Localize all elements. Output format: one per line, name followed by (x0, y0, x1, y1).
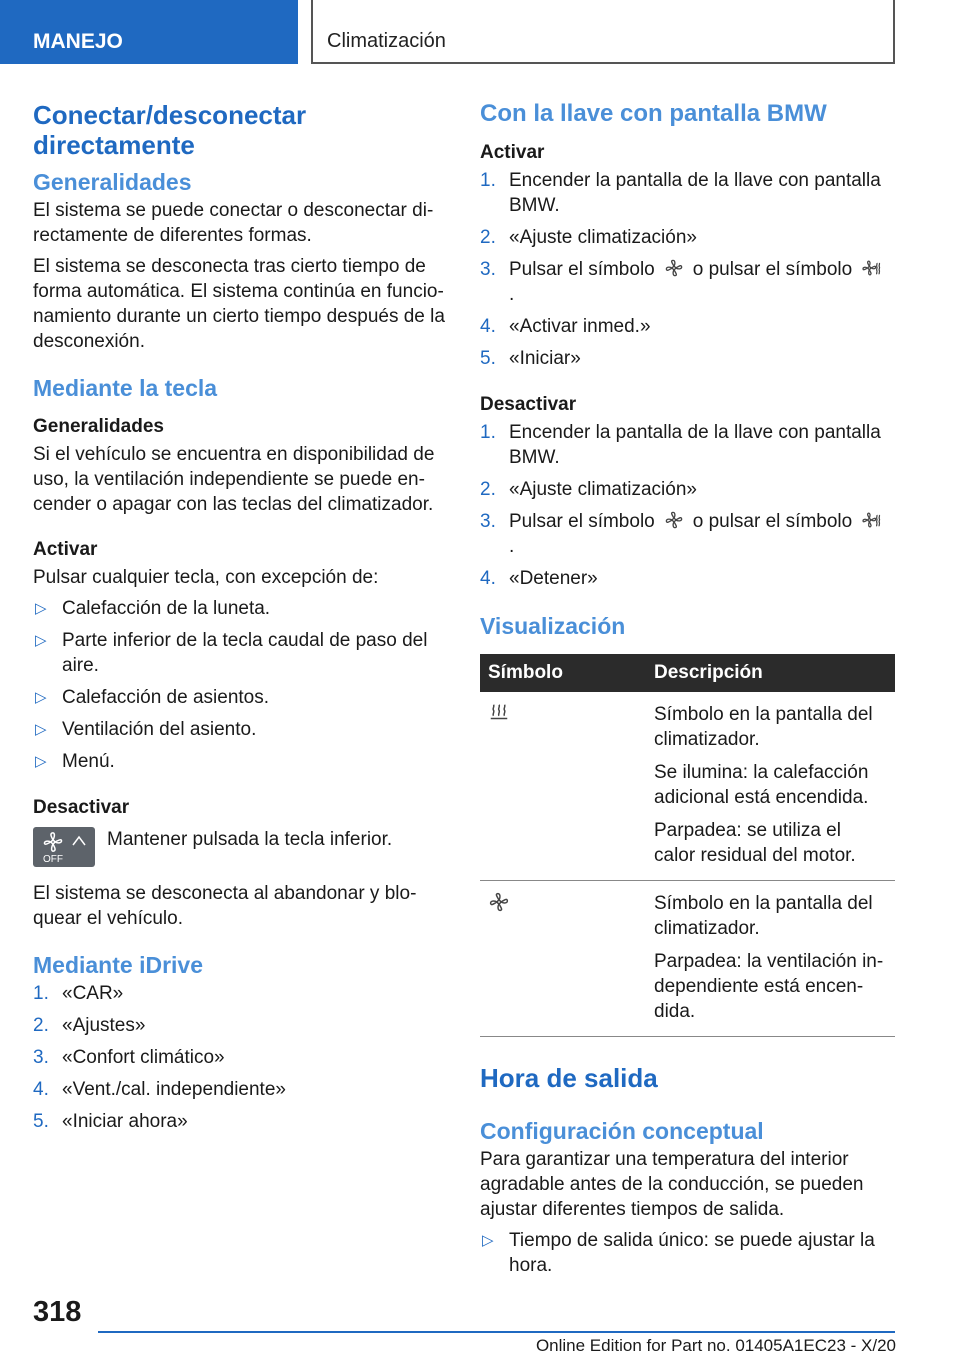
heading-mediante-tecla: Mediante la tecla (33, 375, 218, 401)
subheading-desactivar: Desactivar (33, 797, 130, 818)
heading-visualizacion: Visualización (480, 613, 626, 639)
triangle-bullet-icon: ▷ (35, 689, 47, 706)
triangle-bullet-icon: ▷ (35, 600, 47, 617)
step-item: 3. Pulsar el símbolo o pulsar el símbolo. (480, 509, 895, 559)
section-title-departure: Hora de salida (480, 1063, 658, 1093)
step-item: 1. «CAR» (33, 983, 124, 1004)
subheading-generalidades: Generalidades (33, 416, 164, 437)
idrive-steps (33, 981, 448, 1134)
paragraph: Para garantizar una temperatura del interior agradable antes de la conducción, se pueden ajustar diferentes tiempos de salida. (480, 1149, 864, 1220)
triangle-bullet-icon: ▷ (35, 632, 47, 649)
list-item: ▷ Parte inferior de la tecla caudal de paso del aire. (35, 630, 428, 676)
step-item: 4. «Activar inmed.» (480, 316, 651, 337)
step-item: 1. Encender la pantalla de la llave con pantalla BMW. (480, 170, 881, 216)
step-item: 4. «Vent./cal. independiente» (33, 1079, 286, 1100)
off-key-row (33, 827, 448, 871)
fan-icon (663, 258, 685, 278)
table-row: Símbolo en la pantalla del climatizador. Parpadea: la ventilación independiente está encendida. (480, 881, 895, 1037)
col-header-symbol: Símbolo (480, 654, 646, 692)
fan-heat-icon (860, 510, 882, 530)
paragraph: El sistema se desconecta tras cierto tiempo de forma automática. El sistema continúa en funcionamiento durante un cierto tiempo después de la desconexión. (33, 256, 445, 352)
table-row: Símbolo en la pantalla del climatizador. Se ilumina: la calefacción adicional está encendida. Parpadea: se utiliza el calor residual del motor. (480, 692, 895, 881)
fan-icon (663, 510, 685, 530)
departure-list (480, 1228, 895, 1278)
exception-list (33, 596, 448, 774)
symbol-table (480, 654, 895, 1037)
list-item: ▷ Calefacción de asientos. (35, 687, 270, 708)
step-item: 2. «Ajuste climatización» (480, 227, 697, 248)
chapter-tab: Climatización (311, 0, 895, 64)
list-item: ▷ Ventilación del asiento. (35, 719, 257, 740)
desactivar-text: Mantener pulsada la tecla inferior. (107, 829, 393, 850)
paragraph: Si el vehículo se encuentra en disponibilidad de uso, la ventilación independiente se puede encender o apagar con las teclas del climatizador. (33, 444, 435, 515)
subheading-desactivar: Desactivar (480, 394, 577, 415)
list-item: ▷ Tiempo de salida único: se puede ajustar la hora. (482, 1230, 875, 1276)
paragraph: El sistema se desconecta al abandonar y bloquear el vehículo. (33, 883, 417, 929)
step-item: 2. «Ajustes» (33, 1015, 146, 1036)
paragraph: Pulsar cualquier tecla, con excepción de: (33, 567, 379, 588)
subheading-activar: Activar (480, 142, 545, 163)
left-column (33, 100, 448, 1141)
heading-mediante-idrive: Mediante iDrive (33, 952, 203, 978)
step-item: 4. «Detener» (480, 568, 598, 589)
fan-heat-icon (860, 258, 882, 278)
step-item: 3. «Confort climático» (33, 1047, 225, 1068)
paragraph: El sistema se puede conectar o desconectar directamente de diferentes formas. (33, 200, 434, 246)
list-item: ▷ Calefacción de la luneta. (35, 598, 271, 619)
fan-icon (488, 891, 510, 913)
col-header-description: Descripción (646, 654, 895, 692)
desactivar-steps (480, 420, 895, 591)
heading-bmw-key: Con la llave con pantalla BMW (480, 100, 827, 127)
step-item: 1. Encender la pantalla de la llave con pantalla BMW. (480, 422, 881, 468)
svg-text:OFF: OFF (43, 854, 63, 865)
subheading-activar: Activar (33, 539, 98, 560)
triangle-bullet-icon: ▷ (482, 1232, 494, 1249)
section-title-direct: Conectar/desconectar directamente (33, 100, 307, 160)
heading-generalidades: Generalidades (33, 169, 192, 195)
step-item: 3. Pulsar el símbolo o pulsar el símbolo. (480, 257, 895, 307)
step-item: 5. «Iniciar ahora» (33, 1111, 188, 1132)
triangle-bullet-icon: ▷ (35, 721, 47, 738)
footer-divider (98, 1331, 895, 1333)
heat-icon (488, 702, 510, 724)
activar-steps (480, 168, 895, 371)
step-item: 5. «Iniciar» (480, 348, 581, 369)
step-item: 2. «Ajuste climatización» (480, 479, 697, 500)
footer-edition: Online Edition for Part no. 01405A1EC23 - X/20 (535, 1336, 896, 1355)
heading-configuracion: Configuración conceptual (480, 1118, 764, 1144)
triangle-bullet-icon: ▷ (35, 753, 47, 770)
page-number: 318 (33, 1296, 82, 1328)
fan-off-key-icon (33, 827, 95, 867)
right-column (480, 100, 895, 1285)
list-item: ▷ Menú. (35, 751, 115, 772)
section-tab: MANEJO (0, 0, 298, 64)
